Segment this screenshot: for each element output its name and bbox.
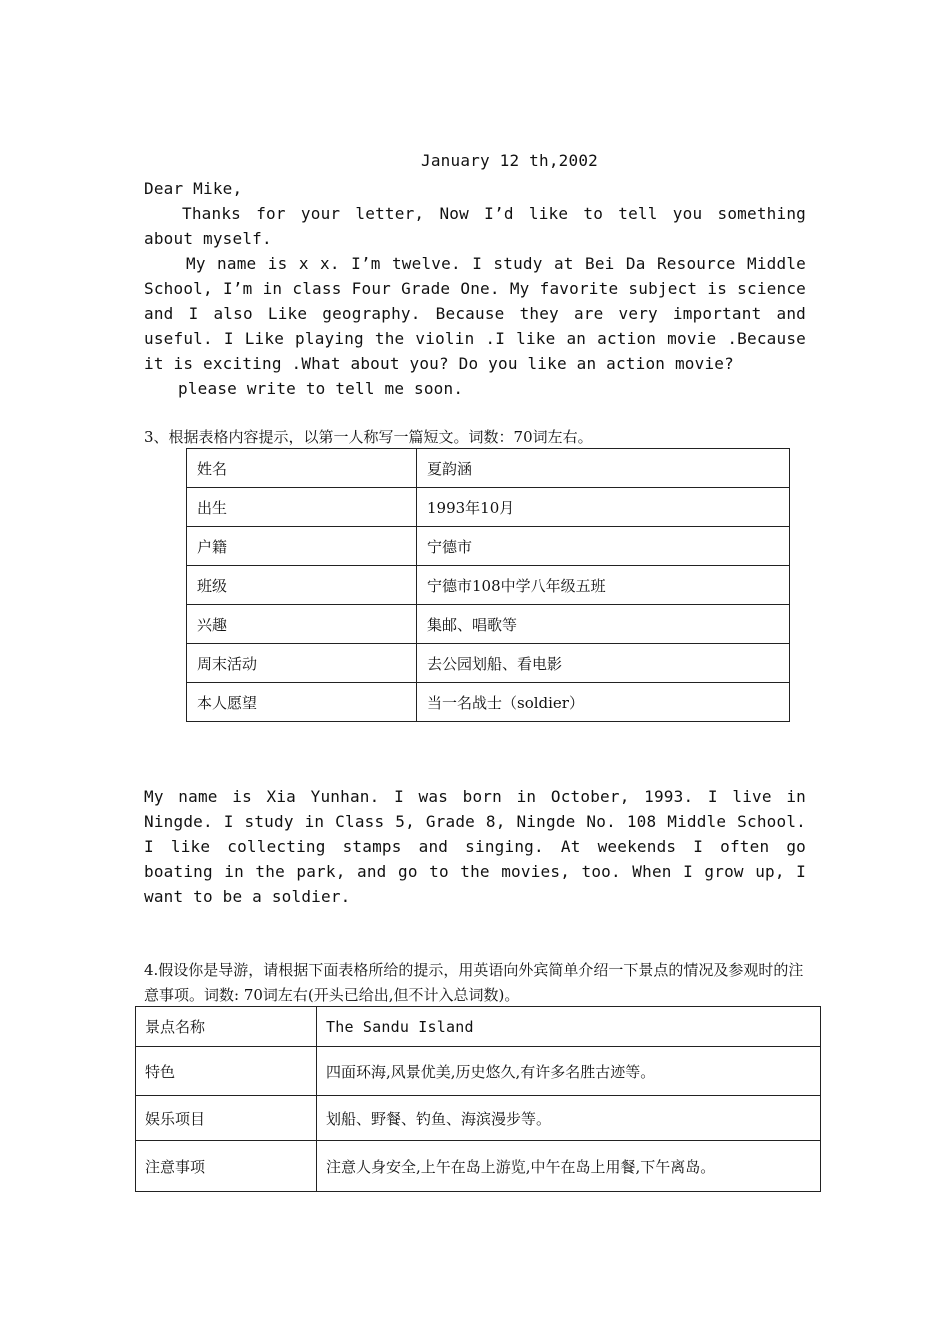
- table-value-cell: 夏韵涵: [417, 449, 790, 488]
- table-key-cell: 注意事项: [136, 1141, 317, 1192]
- question-3-answer: My name is Xia Yunhan. I was born in October, 1993. I live in Ningde. I study in Class 5, Grade 8, Ningde No. 108 Middle School. I like collecting stamps and singing. At weekends I often go boating in the park, and go to the movies, too. When I grow up, I want to be a soldier.: [144, 787, 806, 906]
- scenic-spot-table: [135, 1006, 821, 1192]
- table-row: [136, 1007, 821, 1047]
- table-key-cell: 本人愿望: [187, 683, 417, 722]
- table-key-cell: 娱乐项目: [136, 1096, 317, 1141]
- table-key-cell: 出生: [187, 488, 417, 527]
- table-row: [136, 1047, 821, 1096]
- table-row: [187, 527, 790, 566]
- table-value-cell: 注意人身安全,上午在岛上游览,中午在岛上用餐,下午离岛。: [317, 1141, 821, 1192]
- table-key-cell: 姓名: [187, 449, 417, 488]
- letter-closing: please write to tell me soon.: [178, 379, 464, 398]
- table-value-cell: 当一名战士（soldier）: [417, 683, 790, 722]
- table-key-cell: 周末活动: [187, 644, 417, 683]
- table-row: [187, 449, 790, 488]
- table-value-cell: 划船、野餐、钓鱼、海滨漫步等。: [317, 1096, 821, 1141]
- table-value-cell: 四面环海,风景优美,历史悠久,有许多名胜古迹等。: [317, 1047, 821, 1096]
- table-row: [187, 488, 790, 527]
- table-row: [187, 644, 790, 683]
- table-row: [187, 605, 790, 644]
- letter-date: January 12 th,2002: [421, 151, 598, 170]
- table-value-cell: 1993年10月: [417, 488, 790, 527]
- table-value-cell: 集邮、唱歌等: [417, 605, 790, 644]
- table-value-cell: 宁德市: [417, 527, 790, 566]
- table-row: [187, 683, 790, 722]
- question-3-prompt: 3、根据表格内容提示，以第一人称写一篇短文。词数：70词左右。: [144, 428, 593, 446]
- table-key-cell: 景点名称: [136, 1007, 317, 1047]
- table-value-cell: 宁德市108中学八年级五班: [417, 566, 790, 605]
- table-row: [136, 1096, 821, 1141]
- letter-greeting: Dear Mike,: [144, 179, 243, 198]
- table-key-cell: 特色: [136, 1047, 317, 1096]
- table-row: [187, 566, 790, 605]
- table-key-cell: 兴趣: [187, 605, 417, 644]
- table-key-cell: 班级: [187, 566, 417, 605]
- table-row: [136, 1141, 821, 1192]
- letter-paragraph-1: Thanks for your letter, Now I’d like to tell you something about myself.: [144, 204, 806, 248]
- question-4-prompt: 4.假设你是导游，请根据下面表格所给的提示，用英语向外宾简单介绍一下景点的情况及参观时的注意事项。词数: 70词左右(开头已给出,但不计入总词数)。: [144, 961, 804, 1004]
- letter-paragraph-2: My name is x x. I’m twelve. I study at Bei Da Resource Middle School, I’m in class Four Grade One. My favorite subject is science and I also Like geography. Because they are very important and useful. I Like playing the violin .I like an action movie .Because it is exciting .What about you? Do you like an action movie?: [144, 254, 806, 373]
- letter-body: [144, 176, 806, 401]
- table-value-cell: 去公园划船、看电影: [417, 644, 790, 683]
- table-key-cell: 户籍: [187, 527, 417, 566]
- table-value-cell: The Sandu Island: [317, 1007, 821, 1047]
- profile-table: [186, 448, 790, 722]
